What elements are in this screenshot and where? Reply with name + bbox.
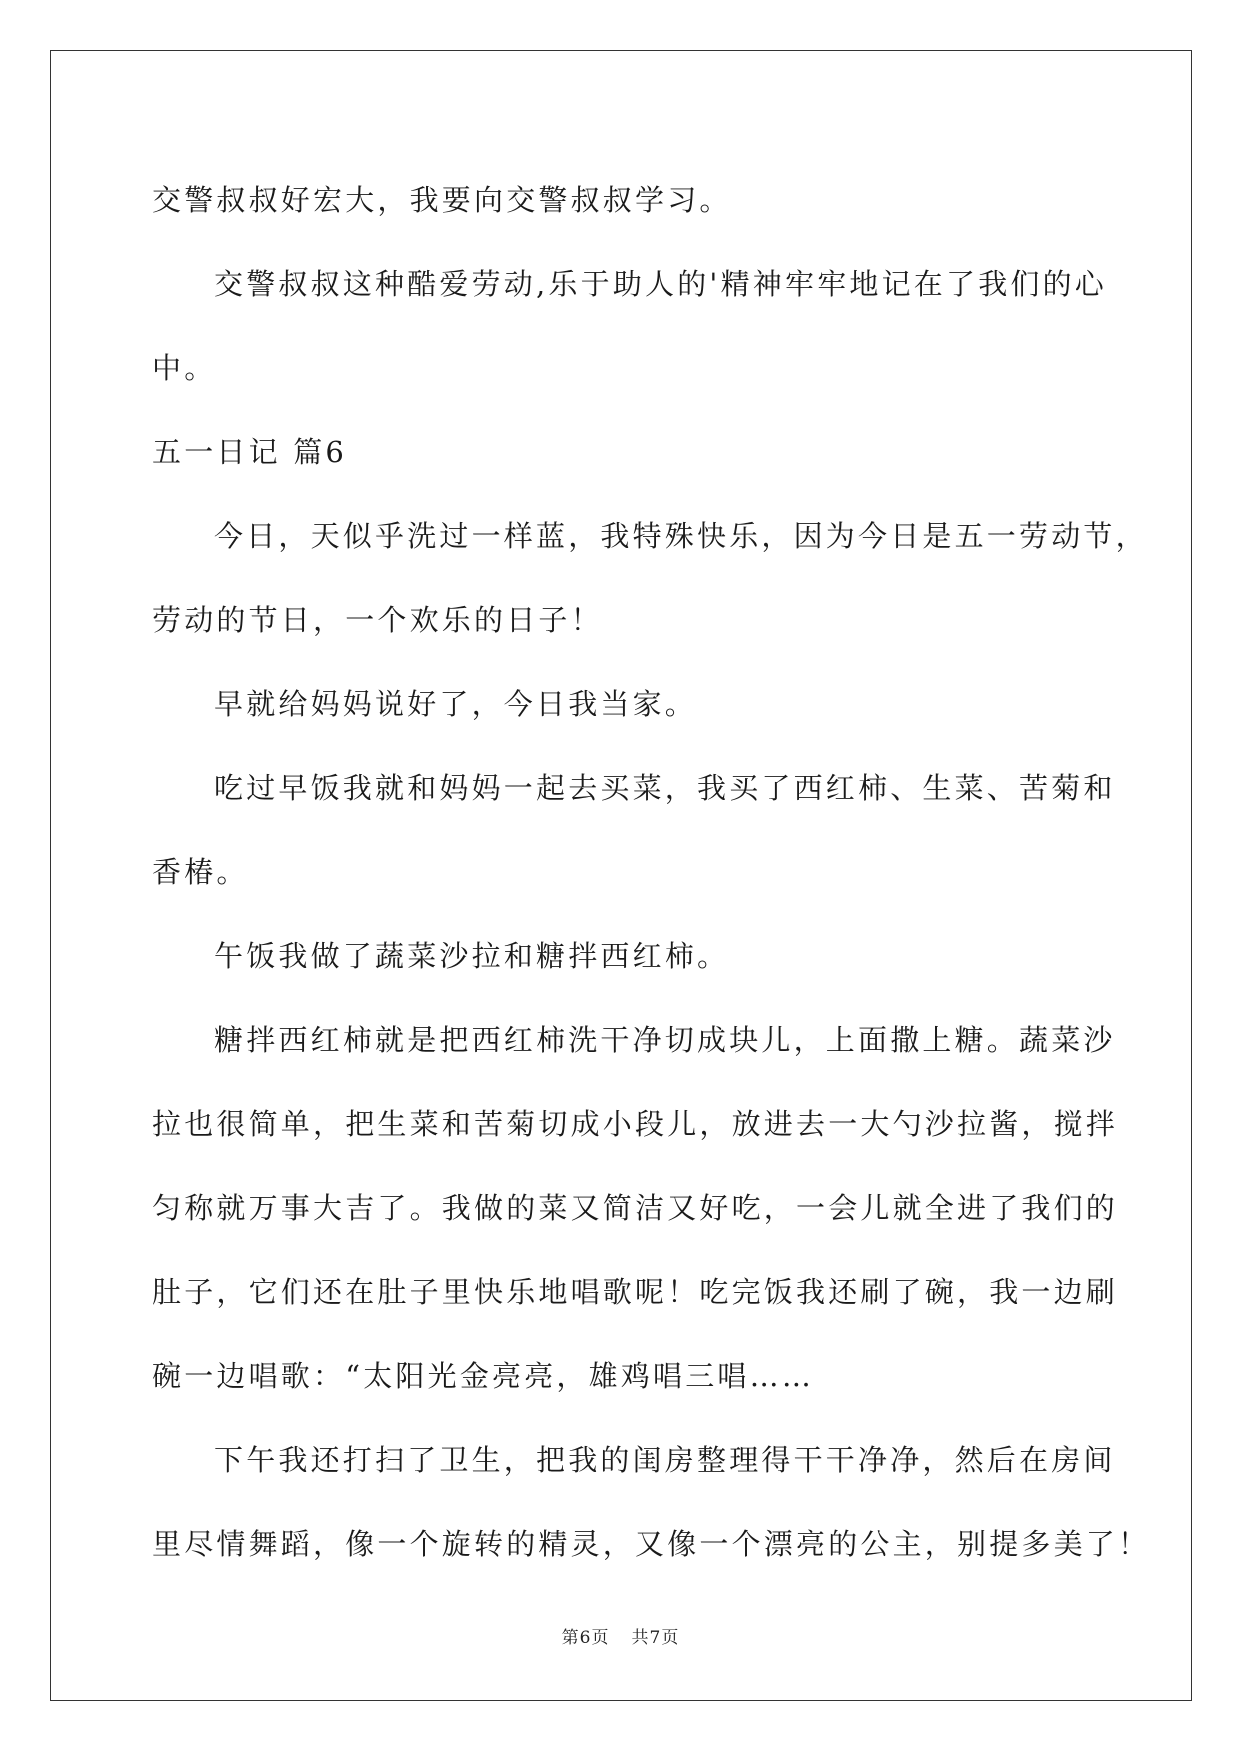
text-line-1: 交警叔叔好宏大，我要向交警叔叔学习。 bbox=[152, 183, 732, 217]
text-line-13: 匀称就万事大吉了。我做的菜又简洁又好吃，一会儿就全进了我们的 bbox=[152, 1191, 1119, 1225]
text-line-8: 吃过早饭我就和妈妈一起去买菜，我买了西红柿、生菜、苦菊和 bbox=[214, 771, 1116, 805]
text-line-5: 今日，天似乎洗过一样蓝，我特殊快乐，因为今日是五一劳动节， bbox=[214, 519, 1148, 553]
text-line-9: 香椿。 bbox=[152, 855, 249, 889]
text-line-2: 交警叔叔这种酷爱劳动,乐于助人的'精神牢牢地记在了我们的心 bbox=[214, 267, 1107, 301]
text-line-14: 肚子，它们还在肚子里快乐地唱歌呢！吃完饭我还刷了碗，我一边刷 bbox=[152, 1275, 1119, 1309]
text-line-16: 下午我还打扫了卫生，把我的闺房整理得干干净净，然后在房间 bbox=[214, 1443, 1116, 1477]
text-line-11: 糖拌西红柿就是把西红柿洗干净切成块儿，上面撒上糖。蔬菜沙 bbox=[214, 1023, 1116, 1057]
text-line-7: 早就给妈妈说好了，今日我当家。 bbox=[214, 687, 698, 721]
page-total: 共7页 bbox=[631, 1628, 680, 1648]
page-number: 第6页 bbox=[561, 1628, 610, 1648]
section-heading: 五一日记 篇6 bbox=[152, 435, 348, 469]
page-footer bbox=[0, 1623, 1241, 1648]
text-line-3: 中。 bbox=[152, 351, 217, 385]
text-line-17: 里尽情舞蹈，像一个旋转的精灵，又像一个漂亮的公主，别提多美了！ bbox=[152, 1527, 1151, 1561]
document-body bbox=[152, 158, 1151, 1586]
text-line-10: 午饭我做了蔬菜沙拉和糖拌西红柿。 bbox=[214, 939, 730, 973]
text-line-15: 碗一边唱歌：“太阳光金亮亮，雄鸡唱三唱…… bbox=[152, 1359, 815, 1393]
text-line-12: 拉也很简单，把生菜和苦菊切成小段儿，放进去一大勺沙拉酱，搅拌 bbox=[152, 1107, 1119, 1141]
text-line-6: 劳动的节日，一个欢乐的日子！ bbox=[152, 603, 603, 637]
